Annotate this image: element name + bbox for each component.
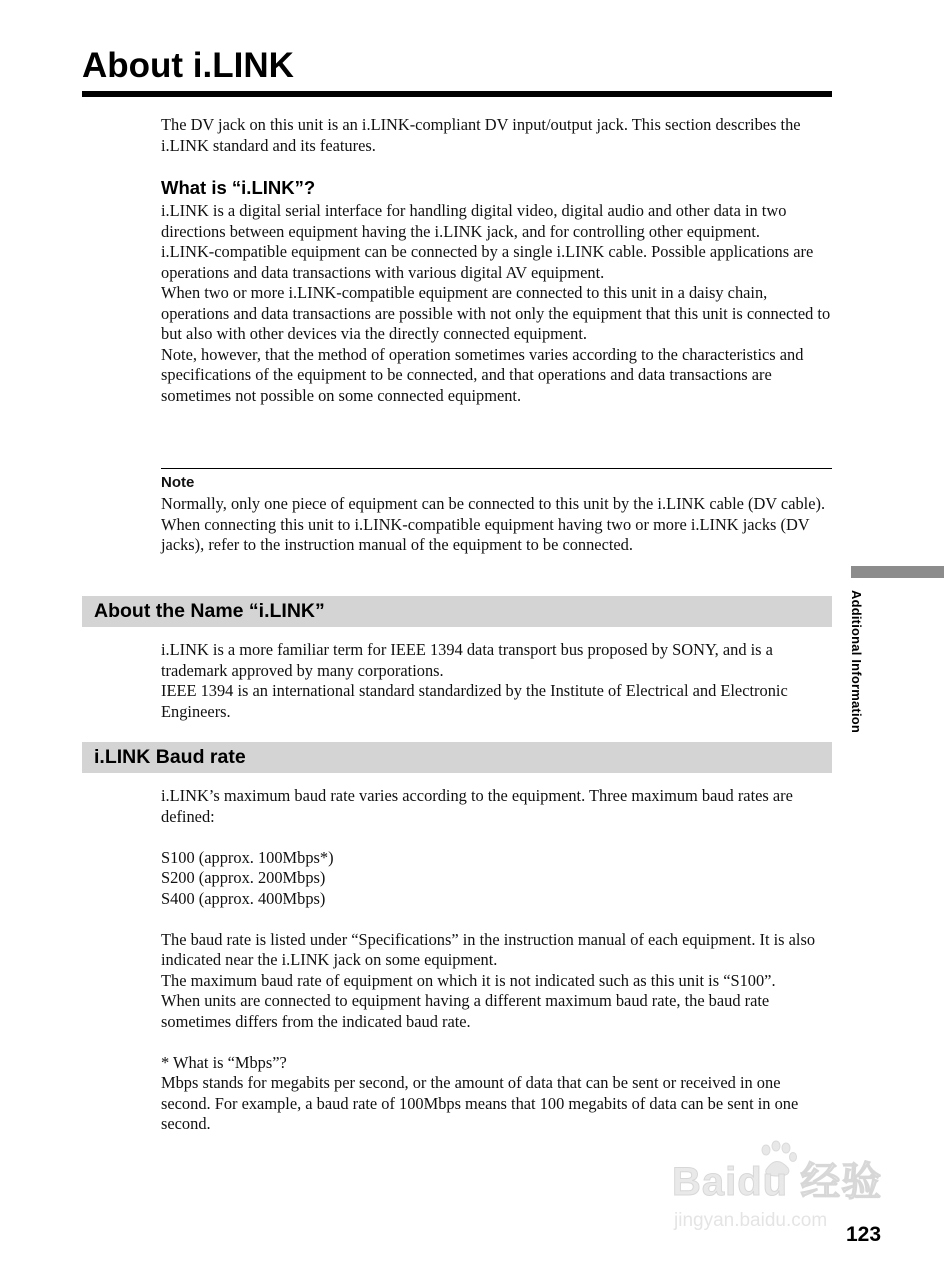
note-rule (161, 468, 832, 469)
baud-rate-item: S200 (approx. 200Mbps) (161, 868, 326, 887)
title-rule (82, 91, 832, 97)
baud-rate-paragraph: When units are connected to equipment having a different maximum baud rate, the baud rate sometimes differs from the indicated baud rate. (161, 991, 770, 1031)
footnote-text: Mbps stands for megabits per second, or the amount of data that can be sent or received in one second. For example, a baud rate of 100Mbps means that 100 megabits of data can be sent in one second. (161, 1073, 799, 1133)
baud-rate-heading: i.LINK Baud rate (94, 746, 246, 768)
baud-rate-item: S100 (approx. 100Mbps*) (161, 847, 334, 867)
intro-text: The DV jack on this unit is an i.LINK-compliant DV input/output jack. This section describes the i.LINK standard and its features. (161, 115, 801, 155)
note-body (161, 494, 833, 556)
what-is-heading: What is “i.LINK”? (161, 177, 316, 198)
what-is-paragraph: i.LINK is a digital serial interface for handling digital video, digital audio and other data in two directions between equipment having the i.LINK jack, and for controlling other equipment. (161, 201, 787, 241)
intro-paragraph (161, 115, 833, 156)
what-is-paragraph: i.LINK-compatible equipment can be connected by a single i.LINK cable. Possible applications are operations and data transactions with various digital AV equipment. (161, 242, 814, 282)
note-label: Note (161, 474, 195, 491)
baud-rate-section-bar (82, 742, 832, 773)
spacer (161, 827, 833, 848)
what-is-paragraph: Note, however, that the method of operation sometimes varies according to the characteristics and specifications of the equipment to be connected, and that operations and data transactions are sometimes not possible on some connected equipment. (161, 344, 804, 405)
about-name-paragraph: IEEE 1394 is an international standard standardized by the Institute of Electrical and Electronic Engineers. (161, 681, 788, 721)
side-section-label: Additional Information (849, 590, 864, 734)
what-is-body (161, 201, 833, 406)
page-number: 123 (846, 1223, 882, 1246)
baud-rate-intro: i.LINK’s maximum baud rate varies according to the equipment. Three maximum baud rates are defined: (161, 786, 793, 826)
about-name-heading: About the Name “i.LINK” (94, 600, 325, 622)
baud-rate-item: S400 (approx. 400Mbps) (161, 888, 326, 908)
section-tab-marker (851, 566, 944, 578)
note-text: Normally, only one piece of equipment can be connected to this unit by the i.LINK cable (DV cable). When connecting this unit to i.LINK-compatible equipment having two or more i.LINK jacks (DV jacks), refer to the instruction manual of the equipment to be connected. (161, 494, 826, 554)
about-name-body (161, 640, 833, 722)
footnote-heading: * What is “Mbps”? (161, 1052, 287, 1072)
baud-rate-body (161, 786, 833, 1135)
watermark-brand: Baidu 经验 (672, 1160, 883, 1204)
spacer (161, 1032, 833, 1053)
about-name-section-bar (82, 596, 832, 627)
about-name-paragraph: i.LINK is a more familiar term for IEEE 1394 data transport bus proposed by SONY, and is a trademark approved by many corporations. (161, 640, 773, 680)
watermark-url: jingyan.baidu.com (674, 1210, 828, 1231)
page-title: About i.LINK (82, 46, 294, 85)
spacer (161, 909, 833, 930)
what-is-paragraph: When two or more i.LINK-compatible equipment are connected to this unit in a daisy chain, operations and data transactions are possible with not only the equipment that this unit is connected to but also with other devices via the directly connected equipment. (161, 283, 831, 343)
baud-rate-paragraph: The maximum baud rate of equipment on which it is not indicated such as this unit is “S100”. (161, 970, 776, 990)
baud-rate-paragraph: The baud rate is listed under “Specifications” in the instruction manual of each equipment. It is also indicated near the i.LINK jack on some equipment. (161, 929, 816, 969)
